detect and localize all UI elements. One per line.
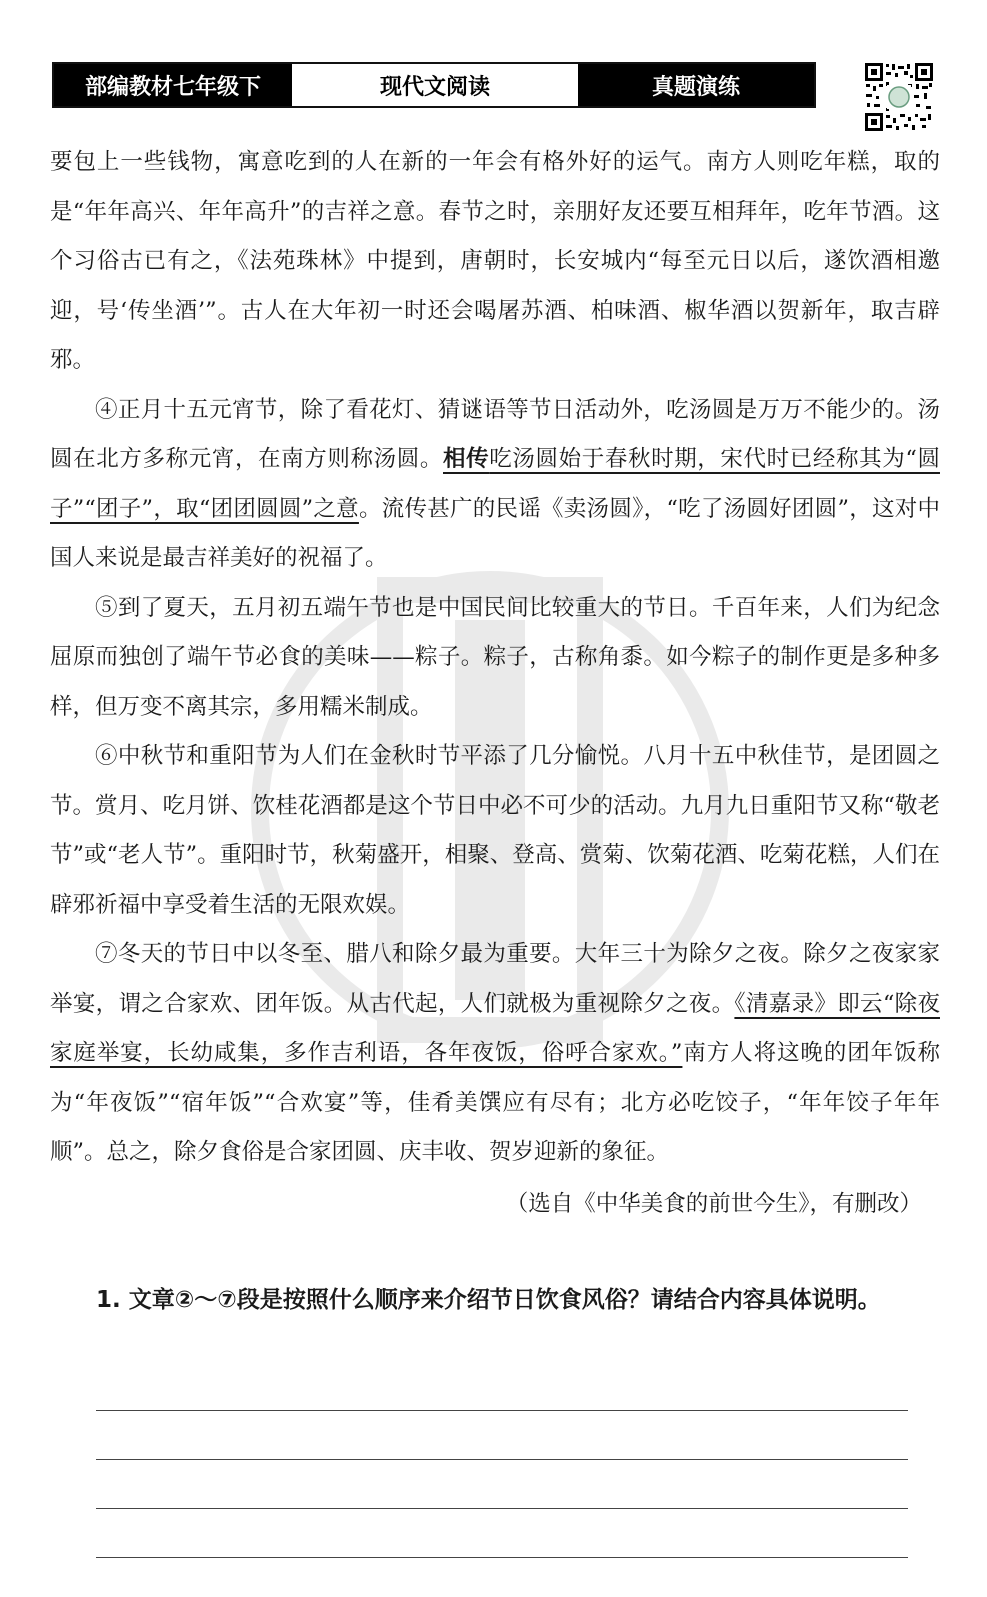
answer-line[interactable] [96, 1410, 908, 1411]
answer-line[interactable] [96, 1459, 908, 1460]
answer-line[interactable] [96, 1557, 908, 1558]
paragraph-5: ⑤到了夏天，五月初五端午节也是中国民间比较重大的节日。千百年来，人们为纪念屈原而独创了端午节必食的美味——粽子。粽子，古称角黍。如今粽子的制作更是多种多样，但万变不离其宗，多用糯米制成。 [50, 594, 940, 720]
paragraph-7-intro: ⑦冬天的节日中以冬至、腊八和除夕最为重要。大年三十为除夕之夜。除夕之夜家家举宴，谓之合家欢、团年饭。从古代起，人们就极为重视除夕之夜。 [50, 941, 940, 1017]
answer-line[interactable] [96, 1508, 908, 1509]
header-practice-label: 真题演练 [578, 64, 814, 106]
source-citation: （选自《中华美食的前世今生》，有删改） [505, 1190, 922, 1217]
paragraph-4-underlined-keyword: 相传 [443, 446, 490, 472]
paragraph-4-intro: ④正月十五元宵节，除了看花灯、猜谜语等节日活动外，吃汤圆是万万不能少的。汤圆在北方多称元宵，在南方则称汤圆。 [50, 396, 940, 472]
header-section-label: 现代文阅读 [292, 64, 578, 106]
paragraph-4-rest: 。流传甚广的民谣《卖汤圆》，“吃了汤圆好团圆”，这对中国人来说是最吉祥美好的祝福了。 [50, 495, 940, 571]
paragraph-7-rest: 南方人将这晚的团年饭称为“年夜饭”“宿年饭”“合欢宴”等，佳肴美馔应有尽有；北方必吃饺子，“年年饺子年年顺”。总之，除夕食俗是合家团圆、庆丰收、贺岁迎新的象征。 [50, 1040, 940, 1165]
qr-code-icon [864, 62, 934, 132]
paragraph-4 [50, 386, 940, 584]
paragraph-7-underlined-quote: 《清嘉录》即云“除夜家庭举宴，长幼咸集，多作吉利语，各年夜饭，俗呼合家欢。” [50, 990, 940, 1066]
paragraph-7 [50, 930, 940, 1178]
article-body [50, 138, 940, 1229]
header-bar [52, 62, 816, 108]
header-grade-label: 部编教材七年级下 [54, 64, 292, 106]
paragraph-6: ⑥中秋节和重阳节为人们在金秋时节平添了几分愉悦。八月十五中秋佳节，是团圆之节。赏月、吃月饼、饮桂花酒都是这个节日中必不可少的活动。九月九日重阳节又称“敬老节”或“老人节”。重阳时节，秋菊盛开，相聚、登高、赏菊、饮菊花酒、吃菊花糕，人们在辟邪祈福中享受着生活的无限欢娱。 [50, 743, 940, 918]
paragraph-3-tail: 要包上一些钱物，寓意吃到的人在新的一年会有格外好的运气。南方人则吃年糕，取的是“年年高兴、年年高升”的吉祥之意。春节之时，亲朋好友还要互相拜年，吃年节酒。这个习俗古已有之，《法苑珠林》中提到，唐朝时，长安城内“每至元日以后，遂饮酒相邀迎，号‘传坐酒’”。古人在大年初一时还会喝屠苏酒、柏味酒、椒华酒以贺新年，取吉辟邪。 [50, 149, 940, 373]
question-1: 1. 文章②～⑦段是按照什么顺序来介绍节日饮食风俗？请结合内容具体说明。 [96, 1287, 881, 1313]
paragraph-4-underlined-sentence: 吃汤圆始于春秋时期，宋代时已经称其为“圆子”“团子”，取“团团圆圆”之意 [50, 446, 940, 522]
